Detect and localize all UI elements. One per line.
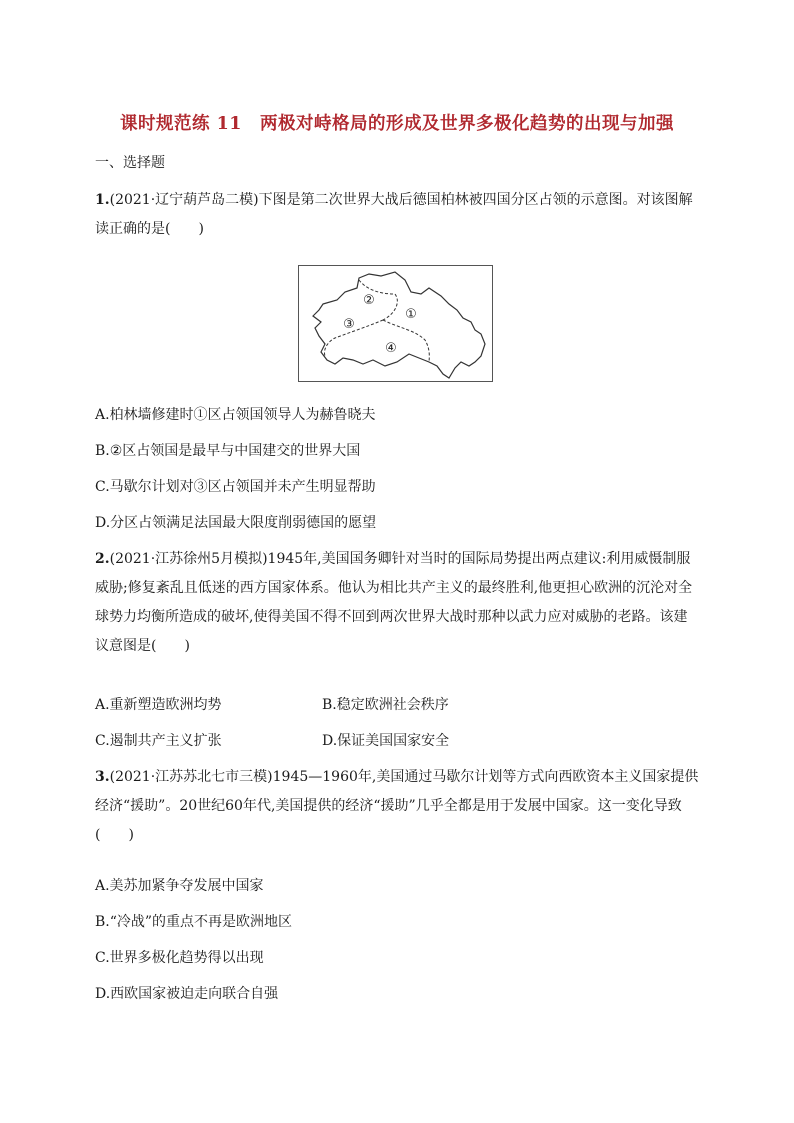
q3-option-c: C.世界多极化趋势得以出现 (95, 950, 264, 966)
question-text: (2021·辽宁葫芦岛二模)下图是第二次世界大战后德国柏林被四国分区占领的示意图。对该图解读正确的是( ) (95, 192, 693, 237)
berlin-outline (313, 272, 485, 378)
question-text: (2021·江苏徐州5月模拟)1945年,美国国务卿针对当时的国际局势提出两点建议:利用威慑制服威胁;修复紊乱且低迷的西方国家体系。他认为相比共产主义的最终胜利,他更担心欧洲的沉沦对全球势力均衡所造成的破坏,使得美国不得不回到两次世界大战时那种以武力应对威胁的老路。该建议意图是( ) (95, 551, 693, 654)
question-3 (95, 763, 701, 850)
q3-option-a: A.美苏加紧争夺发展中国家 (95, 878, 264, 894)
q1-option-b: B.②区占领国是最早与中国建交的世界大国 (95, 443, 361, 459)
berlin-occupation-map (298, 265, 493, 382)
sector-label-3: ③ (343, 317, 355, 332)
q1-option-d: D.分区占领满足法国最大限度削弱德国的愿望 (95, 515, 377, 531)
berlin-map-drawing (299, 266, 494, 383)
question-number: 3. (95, 769, 110, 785)
q3-option-b: B.“冷战”的重点不再是欧洲地区 (95, 914, 293, 930)
question-text: (2021·江苏苏北七市三模)1945—1960年,美国通过马歇尔计划等方式向西欧资本主义国家提供经济“援助”。20世纪60年代,美国提供的经济“援助”几乎全都是用于发展中国家。这一变化导致( ) (95, 769, 699, 843)
section-heading: 一、选择题 (95, 155, 165, 171)
sector-label-2: ② (363, 293, 375, 308)
q1-option-c: C.马歇尔计划对③区占领国并未产生明显帮助 (95, 479, 376, 495)
q2-option-d: D.保证美国国家安全 (322, 733, 450, 749)
q1-option-a: A.柏林墙修建时①区占领国领导人为赫鲁晓夫 (95, 407, 376, 423)
page-title: 课时规范练 11 两极对峙格局的形成及世界多极化趋势的出现与加强 (120, 114, 674, 134)
question-number: 1. (95, 192, 110, 208)
sector-label-4: ④ (385, 341, 397, 356)
sector-label-1: ① (405, 307, 417, 322)
question-number: 2. (95, 551, 110, 567)
question-2 (95, 545, 701, 661)
q2-option-c: C.遏制共产主义扩张 (95, 733, 222, 749)
q2-option-b: B.稳定欧洲社会秩序 (322, 697, 449, 713)
q2-option-a: A.重新塑造欧洲均势 (95, 697, 222, 713)
q3-option-d: D.西欧国家被迫走向联合自强 (95, 986, 279, 1002)
question-1 (95, 186, 701, 244)
